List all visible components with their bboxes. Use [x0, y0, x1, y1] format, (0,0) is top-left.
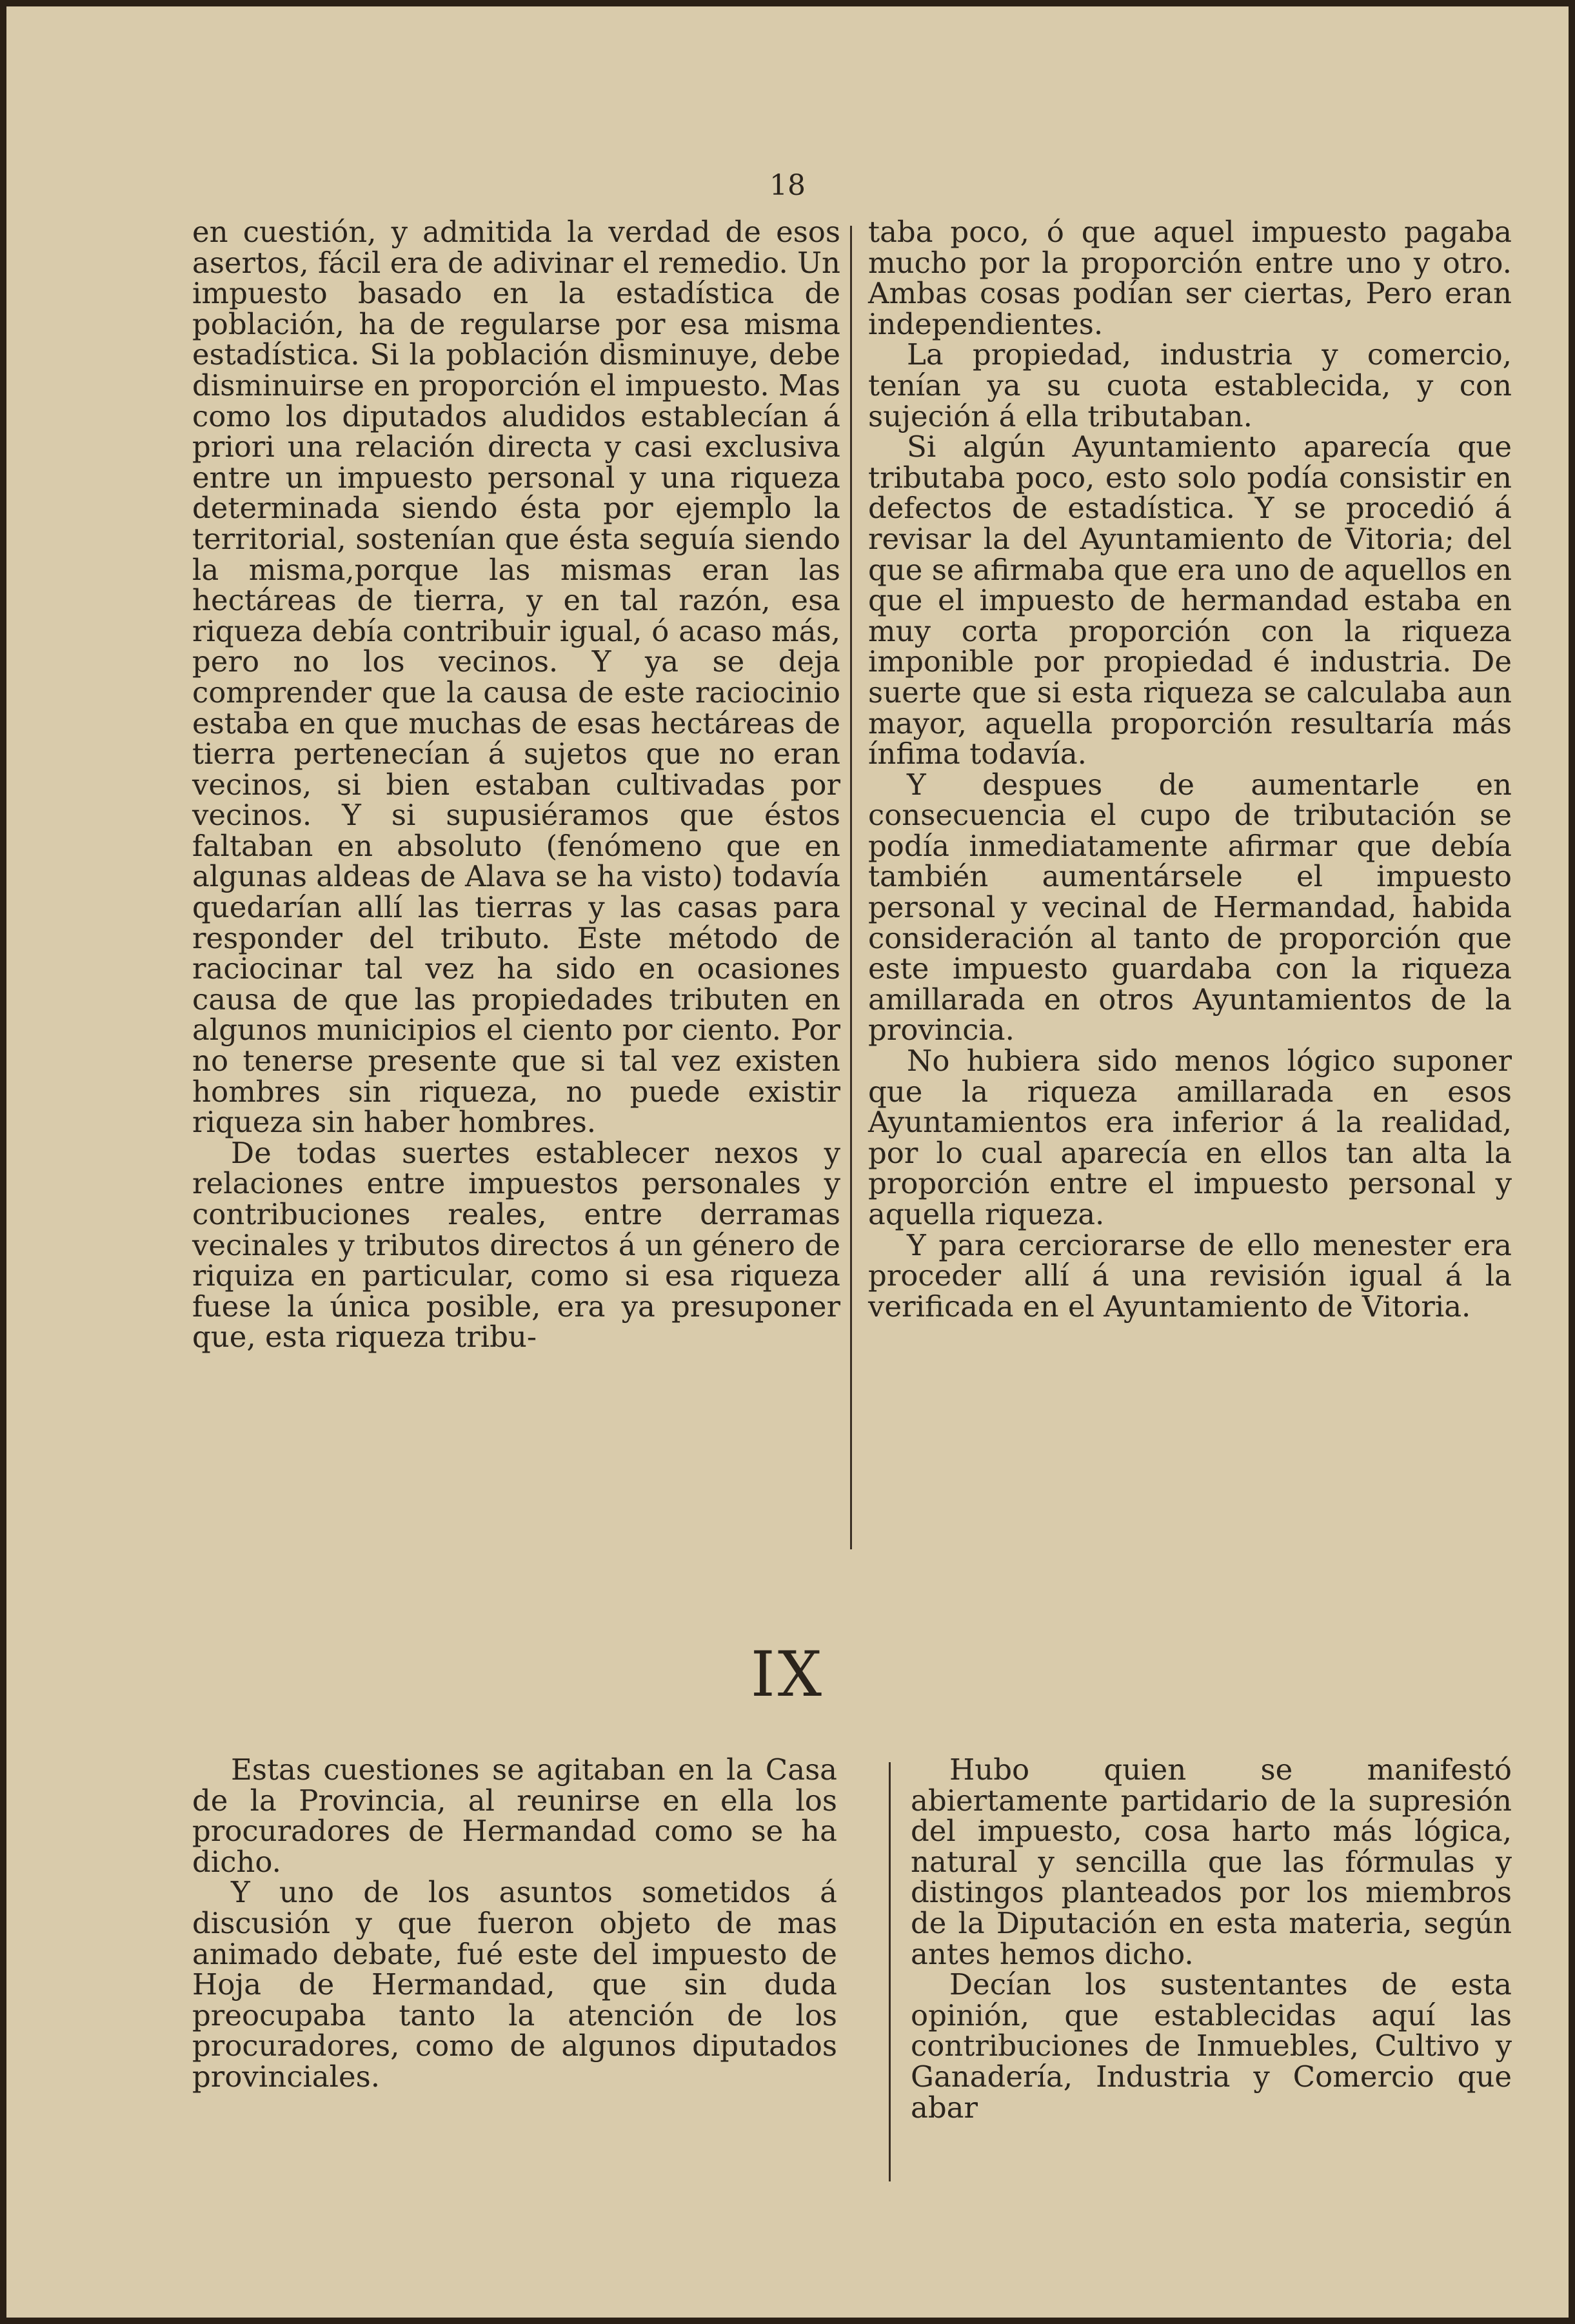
bottom-left-column: [192, 1754, 837, 2092]
paragraph: Decían los sustentantes de esta opinión, que establecidas aquí las contribuciones de Inmuebles, Cultivo y Ganadería, Industria y Comercio que abar: [911, 1967, 1512, 2125]
paragraph: en cuestión, y admitida la verdad de esos asertos, fácil era de adivinar el remedio. Un impuesto basado en la estadística de población, ha de regularse por esa misma estadística. Si la población disminuye, debe disminuirse en proporción el impuesto. Mas como los diputados aludidos establecían á priori una relación directa y casi exclusiva entre un impuesto personal y una riqueza determinada siendo ésta por ejemplo la territorial, sostenían que ésta seguía siendo la misma,porque las mismas eran las hectáreas de tierra, y en tal razón, esa riqueza debía contribuir igual, ó acaso más, pero no los vecinos. Y ya se deja comprender que la causa de este raciocinio estaba en que muchas de esas hectáreas de tierra pertenecían á sujetos que no eran vecinos, si bien estaban cultivadas por vecinos. Y si supusiéramos que éstos faltaban en absoluto (fenómeno que en algunas aldeas de Alava se ha visto) todavía quedarían allí las tierras y las casas para responder del tributo. Este método de raciocinar tal vez ha sido en ocasiones causa de que las propiedades tributen en algunos municipios el ciento por ciento. Por no tenerse presente que si tal vez existen hombres sin riqueza, no puede existir riqueza sin haber hombres.: [192, 215, 840, 1140]
bottom-right-column: [911, 1754, 1512, 2123]
chapter-heading: IX: [750, 1638, 825, 1711]
paragraph: De todas suertes establecer nexos y relaciones entre impuestos personales y contribuciones reales, entre derramas vecinales y tributos directos á un género de riquiza en particular, como si esa riqueza fuese la única posible, era ya presuponer que, esta riqueza tribu-: [192, 1135, 840, 1355]
top-right-column: [868, 217, 1512, 1322]
paragraph: Y despues de aumentarle en consecuencia el cupo de tributación se podía inmediatamente afirmar que debía también aumentársele el impuesto personal y vecinal de Hermandad, habida consideración al tanto de proporción que este impuesto guardaba con la riqueza amillarada en otros Ayuntamientos de la provincia.: [868, 767, 1512, 1048]
paragraph: taba poco, ó que aquel impuesto pagaba mucho por la proporción entre uno y otro. Ambas cosas podían ser ciertas, Pero eran independientes.: [868, 215, 1512, 341]
paragraph: Y uno de los asuntos sometidos á discusión y que fueron objeto de mas animado debate, fué este del impuesto de Hoja de Hermandad, que sin duda preocupaba tanto la atención de los procuradores, como de algunos diputados provinciales.: [192, 1875, 837, 2094]
paragraph: Si algún Ayuntamiento aparecía que tributaba poco, esto solo podía consistir en defectos de estadística. Y se procedió á revisar la del Ayuntamiento de Vitoria; del que se afirmaba que era uno de aquellos en que el impuesto de hermandad estaba en muy corta proporción con la riqueza imponible por propiedad é industria. De suerte que si esta riqueza se calculaba aun mayor, aquella proporción resultaría más ínfima todavía.: [868, 430, 1512, 771]
paragraph: La propiedad, industria y comercio, tenían ya su cuota establecida, y con sujeción á ella tributaban.: [868, 337, 1512, 433]
top-left-column: [192, 217, 840, 1353]
paragraph: Y para cerciorarse de ello menester era proceder allí á una revisión igual á la verificada en el Ayuntamiento de Vitoria.: [868, 1227, 1512, 1324]
paragraph: Hubo quien se manifestó abiertamente partidario de la supresión del impuesto, cosa harto más lógica, natural y sencilla que las fórmulas y distingos planteados por los miembros de la Diputación en esta materia, según antes hemos dicho.: [911, 1753, 1512, 1971]
column-divider: [850, 226, 852, 1549]
column-divider: [889, 1762, 891, 2181]
paragraph: No hubiera sido menos lógico suponer que la riqueza amillarada en esos Ayuntamientos era inferior á la realidad, por lo cual aparecía en ellos tan alta la proporción entre el impuesto personal y aquella riqueza.: [868, 1044, 1512, 1231]
paragraph: Estas cuestiones se agitaban en la Casa de la Provincia, al reunirse en ella los procuradores de Hermandad como se ha dicho.: [192, 1753, 837, 1879]
page-number: 18: [769, 169, 806, 202]
